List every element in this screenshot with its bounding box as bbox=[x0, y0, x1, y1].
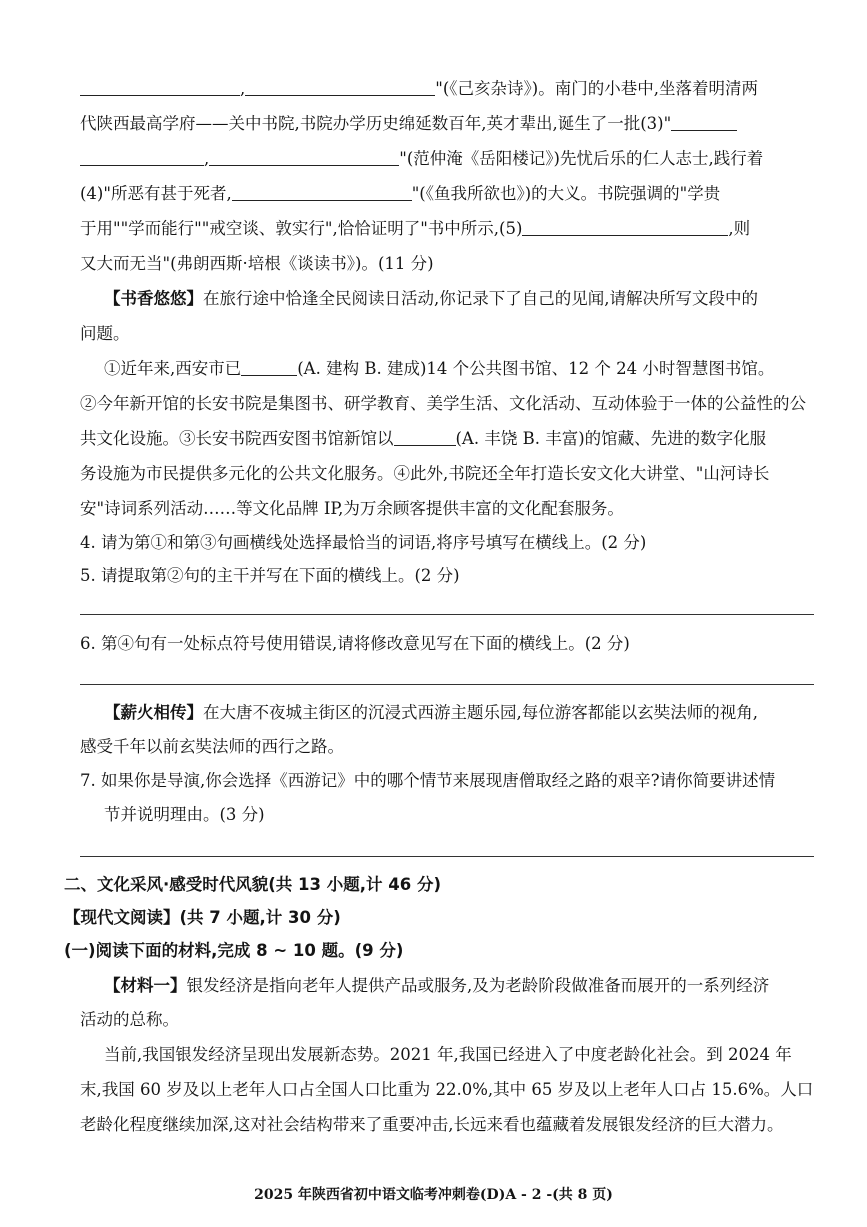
answer-blank[interactable] bbox=[232, 182, 412, 201]
answer-blank[interactable] bbox=[209, 147, 399, 166]
answer-blank[interactable] bbox=[394, 427, 456, 446]
poem-line-4: (4)"所恶有甚于死者, "(《鱼我所欲也》)的大义。书院强调的"学贵 bbox=[80, 184, 721, 203]
answer-blank[interactable] bbox=[671, 112, 737, 131]
material-1-line-1: 【材料一】银发经济是指向老年人提供产品或服务,及为老龄阶段做准备而展开的一系列经济 bbox=[104, 976, 770, 995]
material-1-line-4: 末,我国 60 岁及以上老年人口占全国人口比重为 22.0%,其中 65 岁及以上老年人口占 15.6%。人口 bbox=[80, 1080, 814, 1099]
fire-intro-1: 【薪火相传】在大唐不夜城主街区的沉浸式西游主题乐园,每位游客都能以玄奘法师的视角, bbox=[104, 703, 758, 722]
poem-line-1: , "(《己亥杂诗》)。南门的小巷中,坐落着明清两 bbox=[80, 74, 814, 104]
poem-line-6: 又大而无当"(弗朗西斯·培根《谈读书》)。(11 分) bbox=[80, 254, 434, 273]
material-1-line-5: 老龄化程度继续加深,这对社会结构带来了重要冲击,长远来看也蕴藏着发展银发经济的巨大潜力。 bbox=[80, 1115, 784, 1134]
modern-reading-heading: 【现代文阅读】(共 7 小题,计 30 分) bbox=[64, 908, 341, 927]
reading-paragraph-5: 安"诗词系列活动……等文化品牌 IP,为万余顾客提供丰富的文化配套服务。 bbox=[80, 499, 624, 518]
reading-paragraph-1: ①近年来,西安市已 (A. 建构 B. 建成)14 个公共图书馆、12 个 24 小时智慧图书馆。 bbox=[104, 359, 775, 378]
question-5: 5. 请提取第②句的主干并写在下面的横线上。(2 分) bbox=[80, 566, 460, 585]
section-tag: 【薪火相传】 bbox=[104, 703, 203, 722]
reading-paragraph-4: 务设施为市民提供多元化的公共文化服务。④此外,书院还全年打造长安文化大讲堂、"山河诗长 bbox=[80, 464, 770, 483]
reading-intro-1: 【书香悠悠】在旅行途中恰逢全民阅读日活动,你记录下了自己的见闻,请解决所写文段中的 bbox=[104, 289, 758, 308]
section-tag: 【书香悠悠】 bbox=[104, 289, 203, 308]
material-1-line-3: 当前,我国银发经济呈现出发展新态势。2021 年,我国已经进入了中度老龄化社会。到 2024 年 bbox=[104, 1045, 792, 1064]
question-6: 6. 第④句有一处标点符号使用错误,请将修改意见写在下面的横线上。(2 分) bbox=[80, 634, 630, 653]
material-tag: 【材料一】 bbox=[104, 976, 187, 995]
reading-paragraph-2: ②今年新开馆的长安书院是集图书、研学教育、美学生活、文化活动、互动体验于一体的公益性的公 bbox=[80, 394, 806, 413]
page-footer: 2025 年陕西省初中语文临考冲刺卷(D)A - 2 -(共 8 页) bbox=[254, 1187, 613, 1203]
question-7-cont: 节并说明理由。(3 分) bbox=[104, 805, 265, 824]
question-7: 7. 如果你是导演,你会选择《西游记》中的哪个情节来展现唐僧取经之路的艰辛?请你简要讲述情 bbox=[80, 771, 776, 790]
poem-line-2: 代陕西最高学府——关中书院,书院办学历史绵延数百年,英才辈出,诞生了一批(3)" bbox=[80, 109, 814, 139]
reading-intro-2: 问题。 bbox=[80, 324, 130, 343]
answer-blank[interactable] bbox=[80, 147, 204, 166]
answer-line-q6[interactable] bbox=[80, 684, 814, 685]
answer-line-q5[interactable] bbox=[80, 614, 814, 615]
answer-line-q7[interactable] bbox=[80, 856, 814, 857]
answer-blank[interactable] bbox=[245, 77, 435, 96]
reading-paragraph-3: 共文化设施。③长安书院西安图书馆新馆以 (A. 丰饶 B. 丰富)的馆藏、先进的数字化服 bbox=[80, 429, 767, 448]
answer-blank[interactable] bbox=[522, 217, 728, 236]
answer-blank[interactable] bbox=[80, 77, 240, 96]
group-one-heading: (一)阅读下面的材料,完成 8 ~ 10 题。(9 分) bbox=[64, 941, 404, 960]
fire-intro-2: 感受千年以前玄奘法师的西行之路。 bbox=[80, 737, 344, 756]
poem-line-3: , "(范仲淹《岳阳楼记》)先忧后乐的仁人志士,践行着 bbox=[80, 144, 814, 174]
question-4: 4. 请为第①和第③句画横线处选择最恰当的词语,将序号填写在横线上。(2 分) bbox=[80, 533, 647, 552]
poem-line-5: 于用""学而能行""戒空谈、敦实行",恰恰证明了"书中所示,(5) ,则 bbox=[80, 219, 751, 238]
part-two-heading: 二、文化采风·感受时代风貌(共 13 小题,计 46 分) bbox=[64, 875, 442, 894]
answer-blank[interactable] bbox=[241, 357, 297, 376]
material-1-line-2: 活动的总称。 bbox=[80, 1010, 179, 1029]
